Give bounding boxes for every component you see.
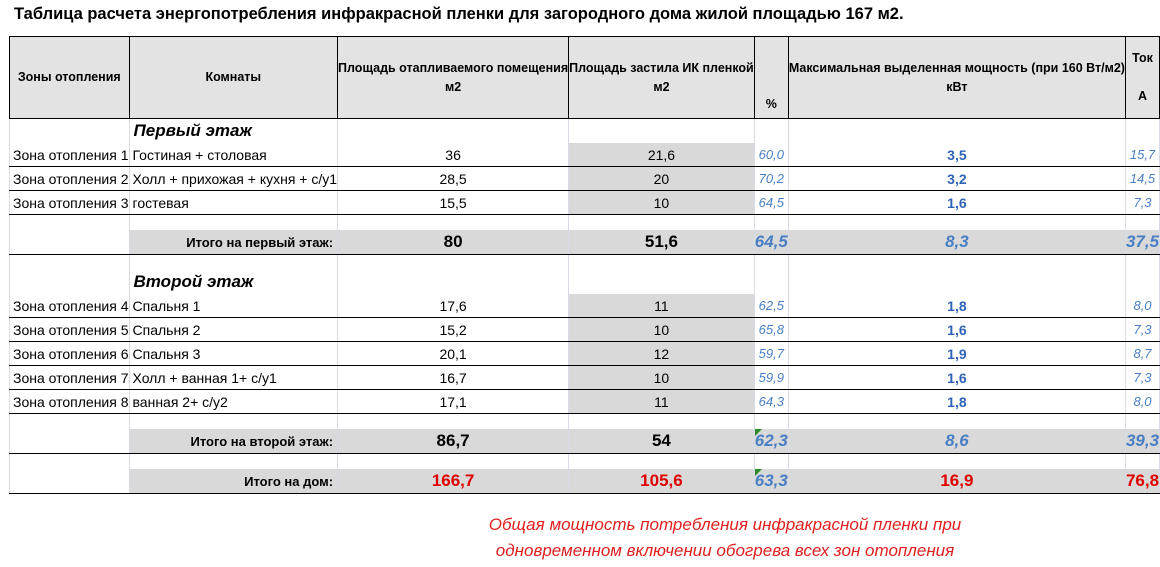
header-power: Максимальная выделенная мощность (при 160 Вт/м2) кВт: [788, 37, 1125, 119]
table-row: Зона отопления 4 Спальня 1 17,6 11 62,5 1,8 8,0: [10, 294, 1160, 318]
header-row: [10, 37, 1160, 119]
grand-total-row: Итого на дом: 166,7 105,6 63,3 16,9 76,8: [10, 469, 1160, 494]
header-area: Площадь отапливаемого помещения м2: [338, 37, 569, 119]
header-percent: %: [754, 37, 788, 119]
footnote: Общая мощность потребления инфракрасной пленки при одновременном включении обогрева всех зон отопления: [488, 515, 962, 560]
floor2-title: Второй этаж: [129, 270, 338, 294]
floor2-total-row: Итого на второй этаж: 86,7 54 62,3 8,6 39,3: [10, 429, 1160, 454]
table-row: Зона отопления 3 гостевая 15,5 10 64,5 1,6 7,3: [10, 191, 1160, 215]
header-current: Ток А: [1125, 37, 1159, 119]
table-row: Зона отопления 2 Холл + прихожая + кухня + с/у1 28,5 20 70,2 3,2 14,5: [10, 167, 1160, 191]
table-row: Зона отопления 6 Спальня 3 20,1 12 59,7 1,9 8,7: [10, 342, 1160, 366]
table-row: Зона отопления 1 Гостиная + столовая 36 21,6 60,0 3,5 15,7: [10, 143, 1160, 167]
table-row: Зона отопления 8 ванная 2+ с/у2 17,1 11 64,3 1,8 8,0: [10, 390, 1160, 414]
floor2-heading-row: [10, 270, 1160, 294]
floor1-total-row: Итого на первый этаж: 80 51,6 64,5 8,3 37,5: [10, 230, 1160, 255]
floor1-heading-row: [10, 119, 1160, 143]
header-rooms: Комнаты: [129, 37, 338, 119]
header-zones: Зоны отопления: [10, 37, 130, 119]
floor1-title: Первый этаж: [129, 119, 338, 143]
table-row: Зона отопления 5 Спальня 2 15,2 10 65,8 1,6 7,3: [10, 318, 1160, 342]
energy-table: [9, 36, 1160, 494]
header-film: Площадь застила ИК пленкой м2: [569, 37, 755, 119]
table-row: Зона отопления 7 Холл + ванная 1+ с/у1 16,7 10 59,9 1,6 7,3: [10, 366, 1160, 390]
page-title: Таблица расчета энергопотребления инфракрасной пленки для загородного дома жилой площадью 167 м2.: [14, 5, 904, 23]
